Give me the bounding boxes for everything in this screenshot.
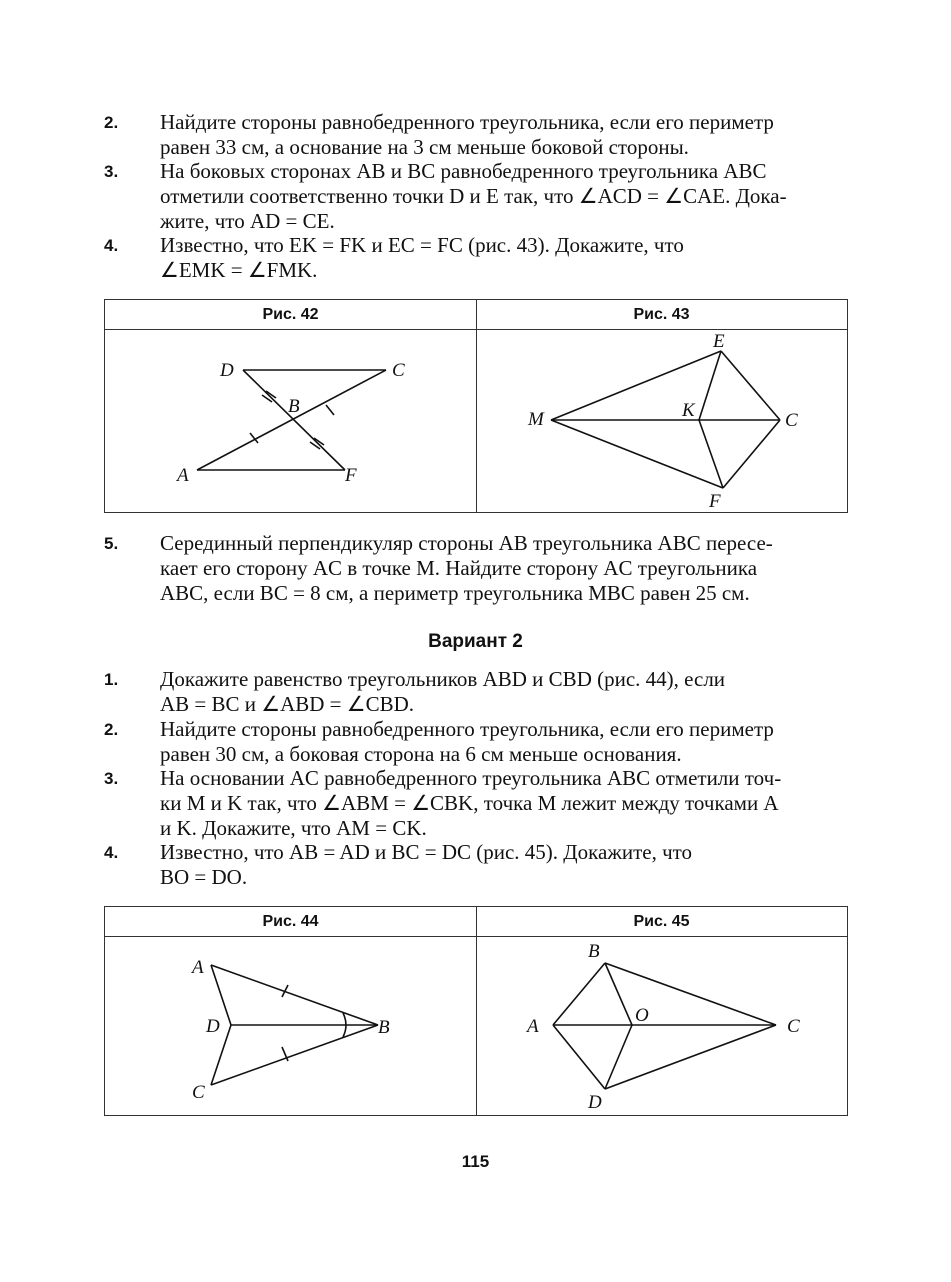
fig45-label-d: D xyxy=(588,1092,602,1113)
fig45-label-a: A xyxy=(527,1016,539,1037)
figure-caption-42: Рис. 42 xyxy=(262,306,319,323)
fig44-label-a: A xyxy=(192,957,204,978)
fig42-label-a: A xyxy=(177,465,189,486)
problem-4 xyxy=(104,233,850,283)
problem-text-line: На боковых сторонах AB и BC равнобедренного треугольника ABC xyxy=(160,159,767,183)
figure-43 xyxy=(477,330,848,513)
problem-number: 2. xyxy=(104,113,119,132)
fig43-label-k: K xyxy=(682,400,695,421)
figure-45 xyxy=(477,937,848,1116)
figure-caption-44: Рис. 44 xyxy=(262,913,319,930)
fig44-label-d: D xyxy=(206,1016,220,1037)
problem-text-line: и K. Докажите, что AM = CK. xyxy=(160,816,427,840)
fig43-label-f: F xyxy=(709,491,721,512)
problem-text-line: Найдите стороны равнобедренного треугольника, если его периметр xyxy=(160,717,774,741)
problem-text-line: кает его сторону AC в точке M. Найдите сторону AC треугольника xyxy=(160,556,758,580)
fig43-label-m: M xyxy=(528,409,544,430)
fig45-label-o: O xyxy=(635,1005,649,1026)
problem-text-line: равен 30 см, а боковая сторона на 6 см меньше основания. xyxy=(160,742,682,766)
variant-heading: Вариант 2 xyxy=(428,631,523,652)
problem-number: 2. xyxy=(104,720,119,739)
problem-5 xyxy=(104,531,850,606)
fig42-label-b: B xyxy=(288,396,300,417)
figure-table-44-45 xyxy=(104,906,848,1116)
variant2-problem-2 xyxy=(104,717,850,767)
problem-3 xyxy=(104,159,850,234)
variant2-problem-1 xyxy=(104,667,850,717)
figure-caption-45: Рис. 45 xyxy=(633,913,690,930)
fig45-label-c: C xyxy=(787,1016,800,1037)
problem-number: 3. xyxy=(104,769,119,788)
problem-text-line: ABC, если BC = 8 см, а периметр треугольника MBC равен 25 см. xyxy=(160,581,750,605)
problem-number: 5. xyxy=(104,534,119,553)
fig42-label-f: F xyxy=(345,465,357,486)
problem-text-line: Докажите равенство треугольников ABD и CBD (рис. 44), если xyxy=(160,667,726,691)
fig42-label-c: C xyxy=(392,360,405,381)
problem-text-line: На основании AC равнобедренного треугольника ABC отметили точ- xyxy=(160,766,782,790)
variant2-problem-3 xyxy=(104,766,850,841)
problem-text-line: BO = DO. xyxy=(160,865,248,889)
figure-42 xyxy=(105,330,476,513)
problem-text-line: отметили соответственно точки D и E так, что ∠ACD = ∠CAE. Дока- xyxy=(160,184,787,208)
problem-number: 4. xyxy=(104,236,119,255)
page-number: 115 xyxy=(461,1152,490,1171)
problem-text-line: жите, что AD = CE. xyxy=(160,209,335,233)
problem-number: 4. xyxy=(104,843,119,862)
figure-44 xyxy=(105,937,476,1116)
fig45-label-b: B xyxy=(588,941,600,962)
problem-text-line: ки M и K так, что ∠ABM = ∠CBK, точка M лежит между точками A xyxy=(160,791,779,815)
problem-text-line: Найдите стороны равнобедренного треугольника, если его периметр xyxy=(160,110,774,134)
problem-text-line: Известно, что EK = FK и EC = FC (рис. 43). Докажите, что xyxy=(160,233,684,257)
fig42-label-d: D xyxy=(220,360,234,381)
figure-table-42-43 xyxy=(104,299,848,513)
problem-text-line: ∠EMK = ∠FMK. xyxy=(160,258,318,282)
variant2-problem-4 xyxy=(104,840,850,890)
fig44-label-b: B xyxy=(378,1017,390,1038)
problem-text-line: Серединный перпендикуляр стороны AB треугольника ABC пересе- xyxy=(160,531,773,555)
problem-text-line: равен 33 см, а основание на 3 см меньше боковой стороны. xyxy=(160,135,689,159)
figure-caption-43: Рис. 43 xyxy=(633,306,690,323)
problem-2 xyxy=(104,110,850,160)
problem-number: 3. xyxy=(104,162,119,181)
problem-number: 1. xyxy=(104,670,119,689)
fig44-label-c: C xyxy=(192,1082,205,1103)
fig43-label-e: E xyxy=(713,331,725,352)
fig43-label-c: C xyxy=(785,410,798,431)
problem-text-line: Известно, что AB = AD и BC = DC (рис. 45). Докажите, что xyxy=(160,840,693,864)
problem-text-line: AB = BC и ∠ABD = ∠CBD. xyxy=(160,692,415,716)
